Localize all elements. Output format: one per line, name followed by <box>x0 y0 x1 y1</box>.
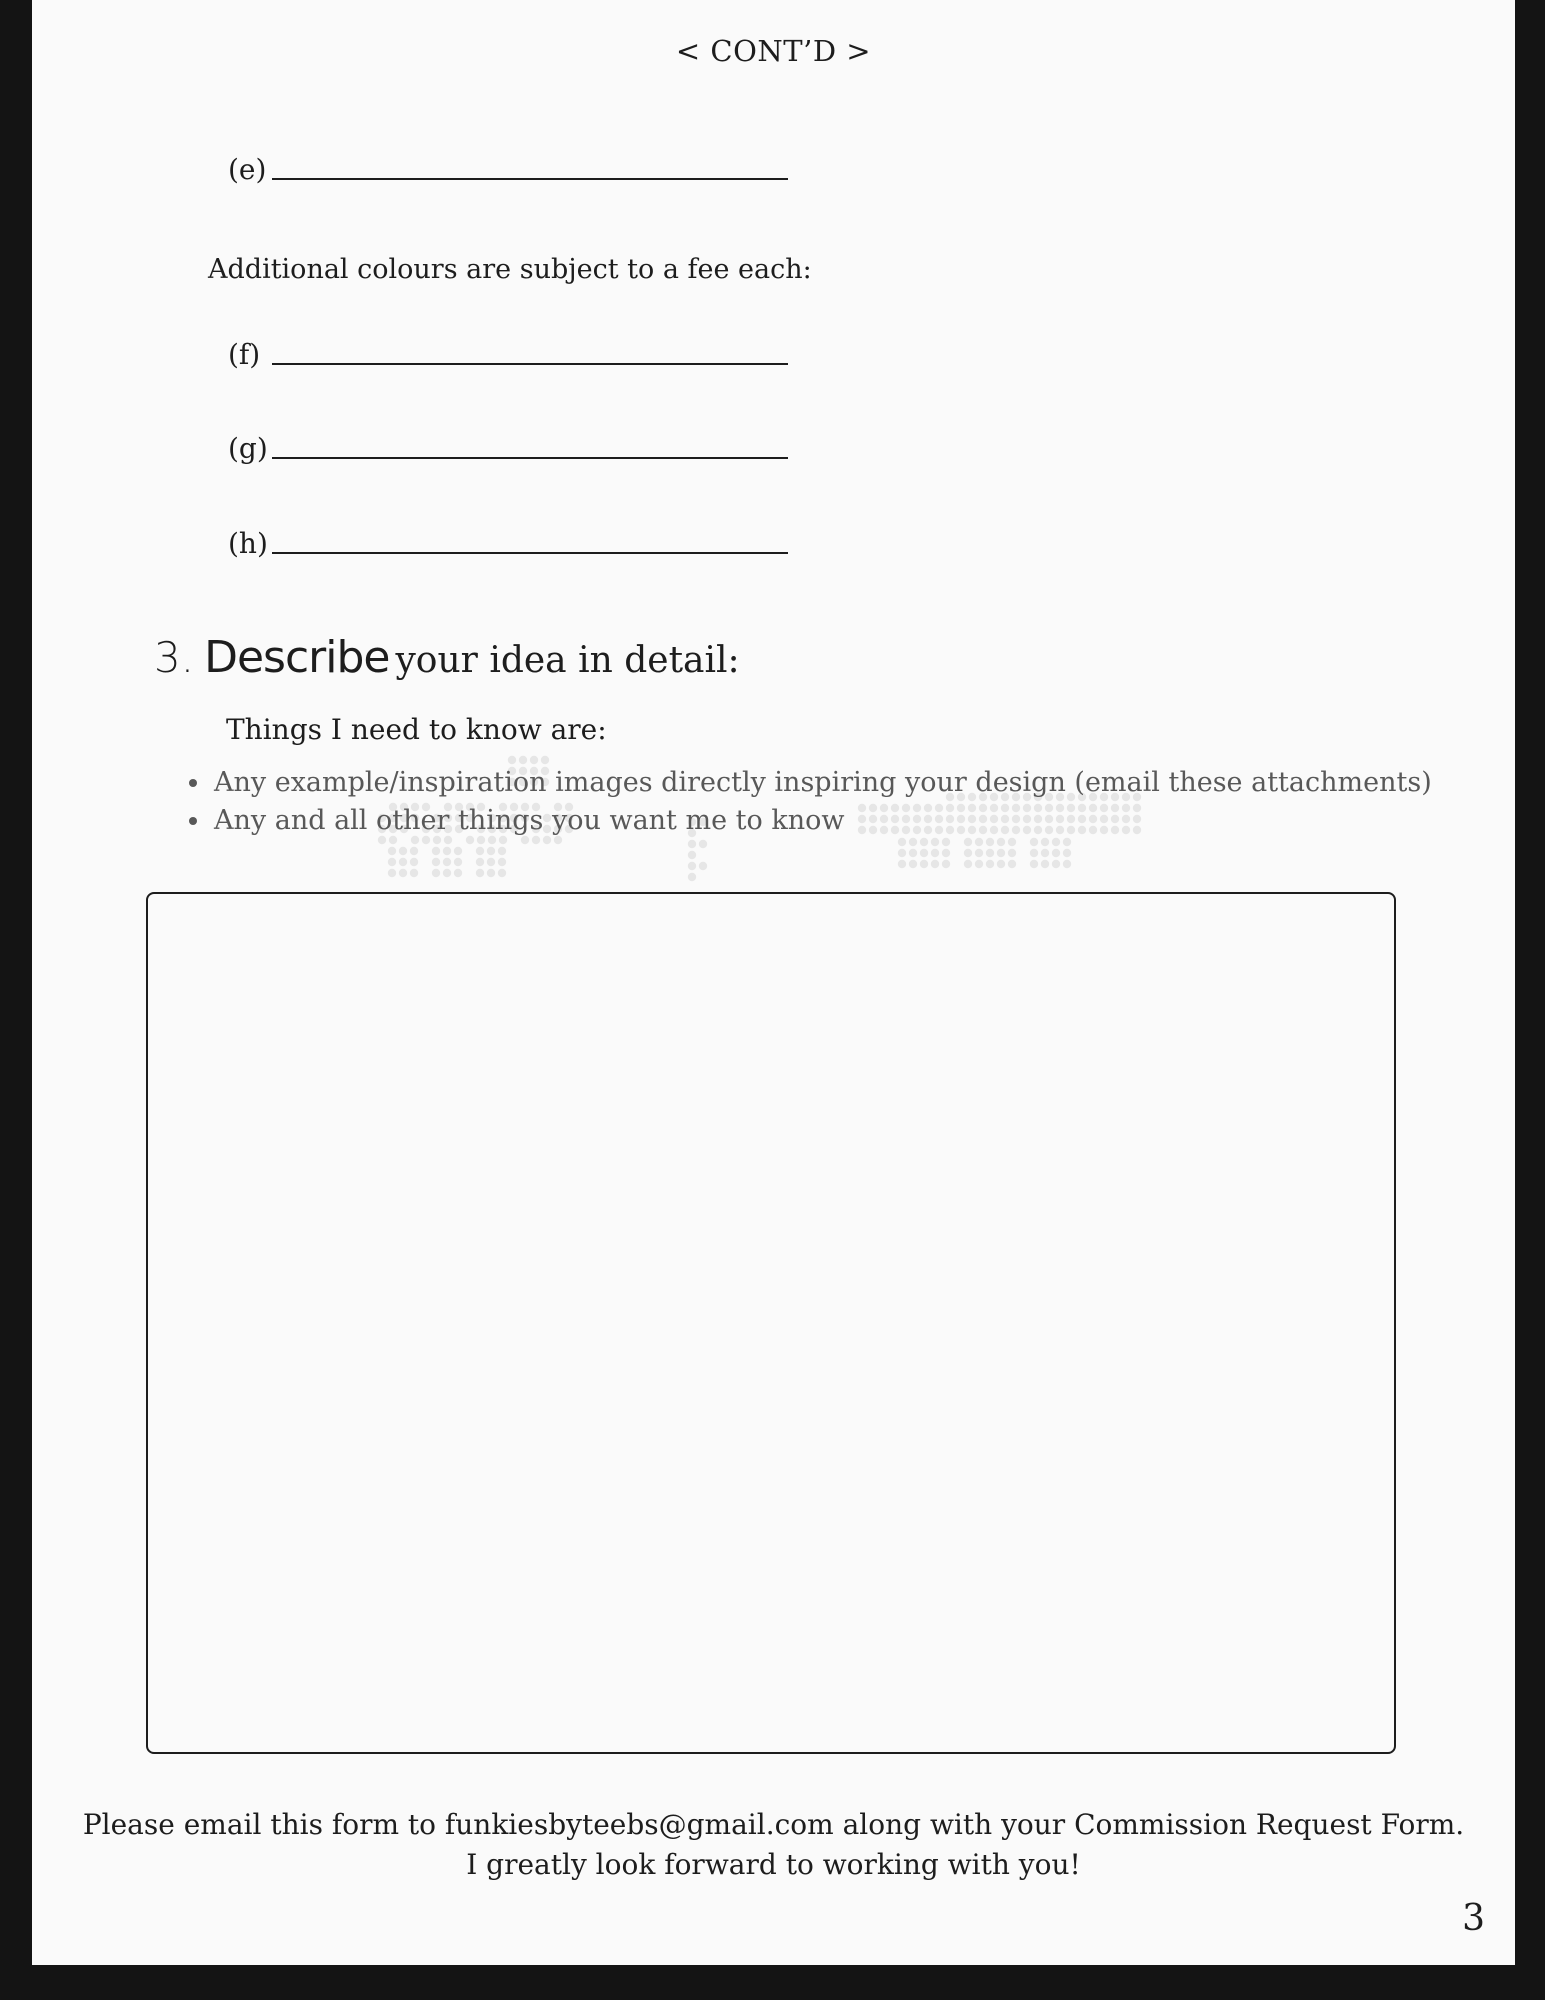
footer-note <box>32 1805 1515 1885</box>
things-to-know-list <box>182 764 1432 840</box>
colour-field-h-label: (h) <box>228 527 268 560</box>
footer-email-line: Please email this form to funkiesbyteebs@gmail.com along with your Commission Request Form. <box>82 1808 1465 1841</box>
colour-field-e-line[interactable] <box>272 177 788 180</box>
footer-thanks-line: I greatly look forward to working with you! <box>466 1848 1081 1881</box>
colour-field-g <box>228 432 788 465</box>
section-3-number: 3. <box>154 633 195 682</box>
colour-field-h <box>228 527 788 560</box>
section-3-heading <box>154 632 740 683</box>
document-page <box>32 0 1515 1965</box>
colour-field-g-label: (g) <box>228 432 268 465</box>
additional-colours-note: Additional colours are subject to a fee each: <box>208 254 812 285</box>
list-item: • Any example/inspiration images directly inspiring your design (email these attachments) <box>212 764 1432 802</box>
section-3-keyword: Describe <box>204 632 390 683</box>
things-to-know-heading: Things I need to know are: <box>226 713 607 746</box>
idea-detail-textbox[interactable] <box>146 892 1396 1754</box>
list-item: • Any and all other things you want me to know <box>212 802 1432 840</box>
colour-field-f-line[interactable] <box>272 362 788 365</box>
section-3-title-rest: your idea in detail: <box>395 640 740 681</box>
colour-field-f-label: (f) <box>228 338 261 371</box>
colour-field-e <box>228 153 788 186</box>
colour-field-h-line[interactable] <box>272 551 788 554</box>
colour-field-e-label: (e) <box>228 153 267 186</box>
continued-header: < CONT’D > <box>675 34 872 68</box>
colour-field-g-line[interactable] <box>272 456 788 459</box>
page-number: 3 <box>1462 1898 1485 1939</box>
colour-field-f <box>228 338 788 371</box>
